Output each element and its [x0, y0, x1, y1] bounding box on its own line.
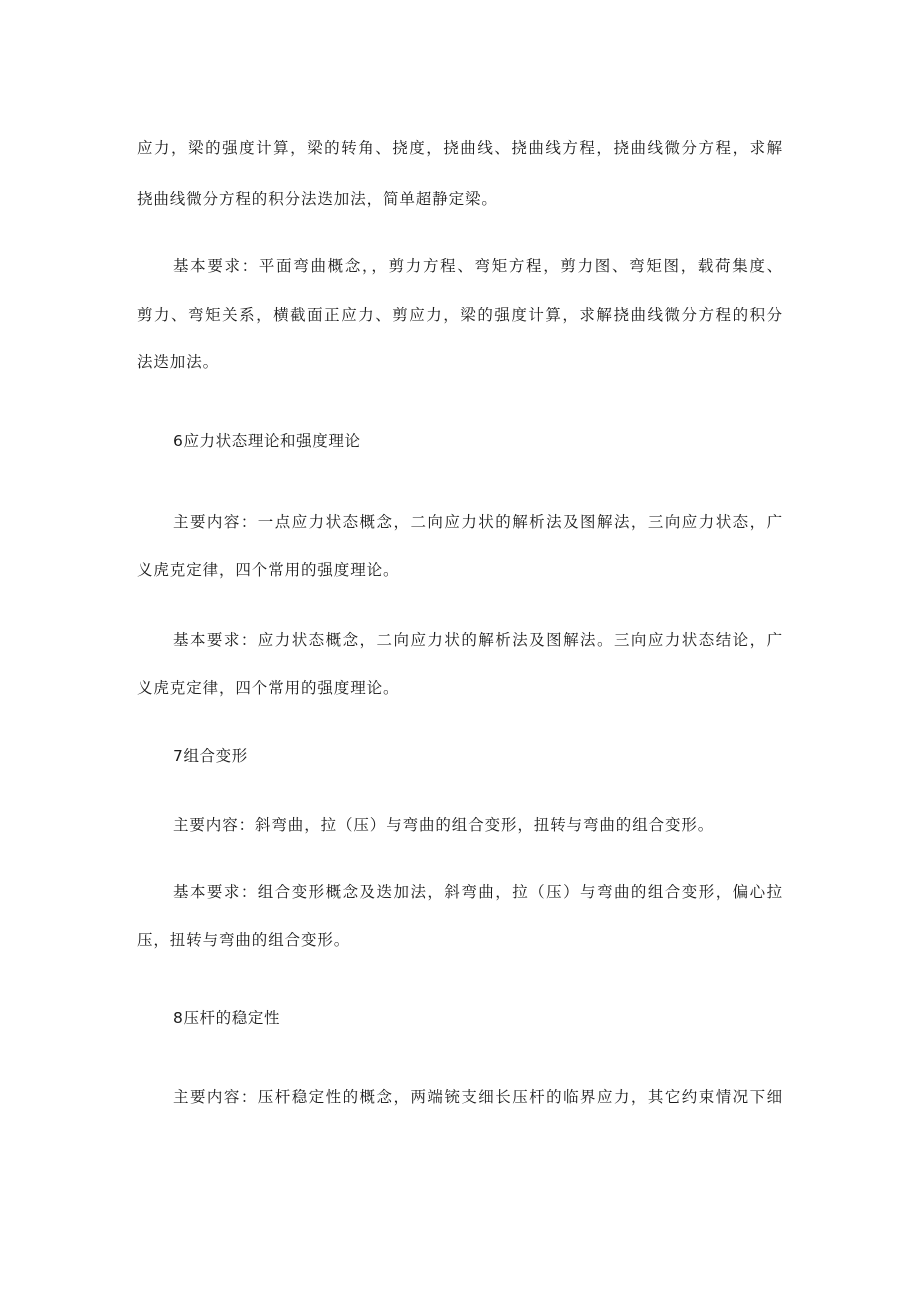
paragraph-line: 剪力、弯矩关系，横截面正应力、剪应力，梁的强度计算，求解挠曲线微分方程的积分	[137, 306, 783, 324]
paragraph-line: 主要内容：斜弯曲，拉（压）与弯曲的组合变形，扭转与弯曲的组合变形。	[173, 816, 715, 834]
paragraph-line: 基本要求：平面弯曲概念，，剪力方程、弯矩方程，剪力图、弯矩图，载荷集度、	[173, 257, 783, 275]
paragraph-line: 基本要求：应力状态概念，二向应力状的解析法及图解法。三向应力状态结论，广	[173, 631, 783, 649]
section-heading: 8压杆的稳定性	[173, 1009, 281, 1027]
paragraph-line: 挠曲线微分方程的积分法迭加法，简单超静定梁。	[137, 190, 498, 208]
paragraph-line: 压，扭转与弯曲的组合变形。	[137, 931, 351, 949]
paragraph-line: 义虎克定律，四个常用的强度理论。	[137, 561, 400, 579]
paragraph-line: 基本要求：组合变形概念及迭加法，斜弯曲，拉（压）与弯曲的组合变形，偏心拉	[173, 883, 783, 901]
paragraph-line: 主要内容：一点应力状态概念，二向应力状的解析法及图解法，三向应力状态，广	[173, 513, 783, 531]
paragraph-line: 主要内容：压杆稳定性的概念，两端铳支细长压杆的临界应力，其它约束情况下细	[173, 1088, 783, 1106]
section-heading: 6应力状态理论和强度理论	[173, 432, 361, 450]
paragraph-line: 义虎克定律，四个常用的强度理论。	[137, 679, 400, 697]
section-heading: 7组合变形	[173, 747, 248, 765]
paragraph-line: 应力，梁的强度计算，梁的转角、挠度，挠曲线、挠曲线方程，挠曲线微分方程，求解	[137, 139, 783, 157]
paragraph-line: 法迭加法。	[137, 353, 220, 371]
